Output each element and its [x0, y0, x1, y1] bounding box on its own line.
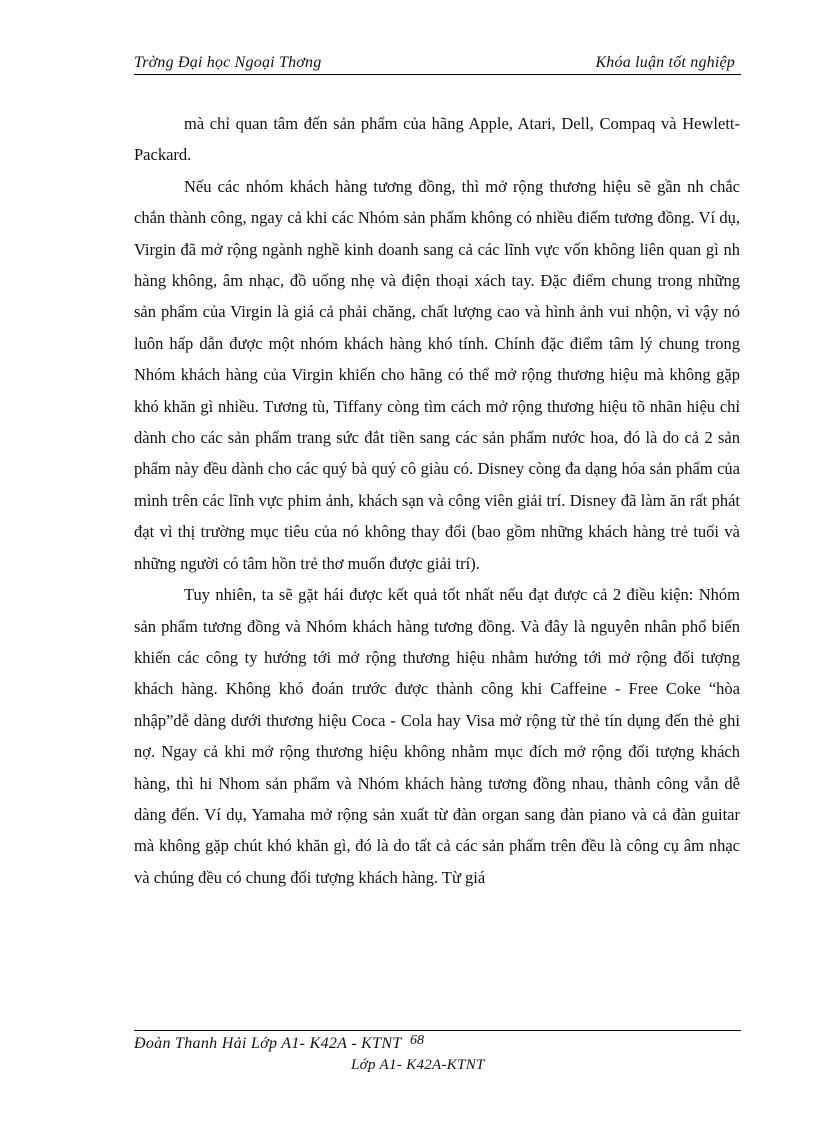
header-school-name: Trờng Đại học Ngoại Thơng — [134, 54, 322, 71]
footer-class: Lớp A1- K42A-KTNT — [351, 1057, 485, 1073]
page-number: 68 — [410, 1033, 424, 1048]
header-document-type: Khóa luận tốt nghiệp — [595, 54, 735, 71]
footer-divider — [134, 1030, 741, 1031]
document-body — [134, 108, 740, 893]
footer-author: Đoàn Thanh Hải Lớp A1- K42A - KTNT — [134, 1035, 402, 1052]
paragraph-customer-groups: Nếu các nhóm khách hàng tương đồng, thì mở rộng thương hiệu sẽ gần nh chắc chắn thành công, ngay cả khi các Nhóm sản phẩm không có nhiều điểm tương đồng. Ví dụ, Virgin đã mở rộng ngành nghề kinh doanh sang cả các lĩnh vực vốn không liên quan gì nh hàng không, âm nhạc, đồ uống nhẹ và điện thoại xách tay. Đặc điểm chung trong những sản phẩm của Virgin là giá cả phải chăng, chất lượng cao và hình ảnh vui nhộn, vì vậy nó luôn hấp dẫn được một nhóm khách hàng khó tính. Chính đặc điểm tâm lý chung trong Nhóm khách hàng của Virgin khiến cho hãng có thể mở rộng thương hiệu mà không gặp khó khăn gì nhiều. Tương tù, Tiffany còng tìm cách mở rộng thương hiệu tõ nhãn hiệu chỉ dành cho các sản phẩm trang sức đắt tiền sang các sản phẩm nước hoa, đó là do cả 2 sản phẩm này đều dành cho các quý bà quý cô giàu có. Disney còng đa dạng hóa sản phẩm của mình trên các lĩnh vực phim ảnh, khách sạn và công viên giải trí. Disney đã làm ăn rất phát đạt vì thị trường mục tiêu của nó không thay đổi (bao gồm những khách hàng trẻ tuổi và những người có tâm hồn trẻ thơ muốn được giải trí). — [134, 176, 740, 573]
paragraph-continuation: mà chỉ quan tâm đến sản phẩm của hãng Apple, Atari, Dell, Compaq và Hewlett-Packard. — [134, 114, 740, 165]
paragraph-both-conditions: Tuy nhiên, ta sẽ gặt hái được kết quả tốt nhất nếu đạt được cả 2 điều kiện: Nhóm sản phẩm tương đồng và Nhóm khách hàng tương đồng. Và đây là nguyên nhân phổ biến khiến các công ty hướng tới mở rộng thương hiệu nhằm hướng tới mở rộng đối tượng khách hàng. Không khó đoán trước được thành công khi Caffeine - Free Coke “hòa nhập”dễ dàng dưới thương hiệu Coca - Cola hay Visa mở rộng từ thẻ tín dụng đến thẻ ghi nợ. Ngay cả khi mở rộng thương hiệu không nhằm mục đích mở rộng đối tượng khách hàng, thì hi Nhom sản phẩm và Nhóm khách hàng tương đồng nhau, thành công vẫn dễ dàng đến. Ví dụ, Yamaha mở rộng sản xuất từ đàn organ sang đàn piano và cả đàn guitar mà không gặp chút khó khăn gì, đó là do tất cả các sản phẩm trên đều là công cụ âm nhạc và chúng đều có chung đối tượng khách hàng. Từ giá — [134, 585, 740, 887]
page-header — [134, 52, 741, 75]
